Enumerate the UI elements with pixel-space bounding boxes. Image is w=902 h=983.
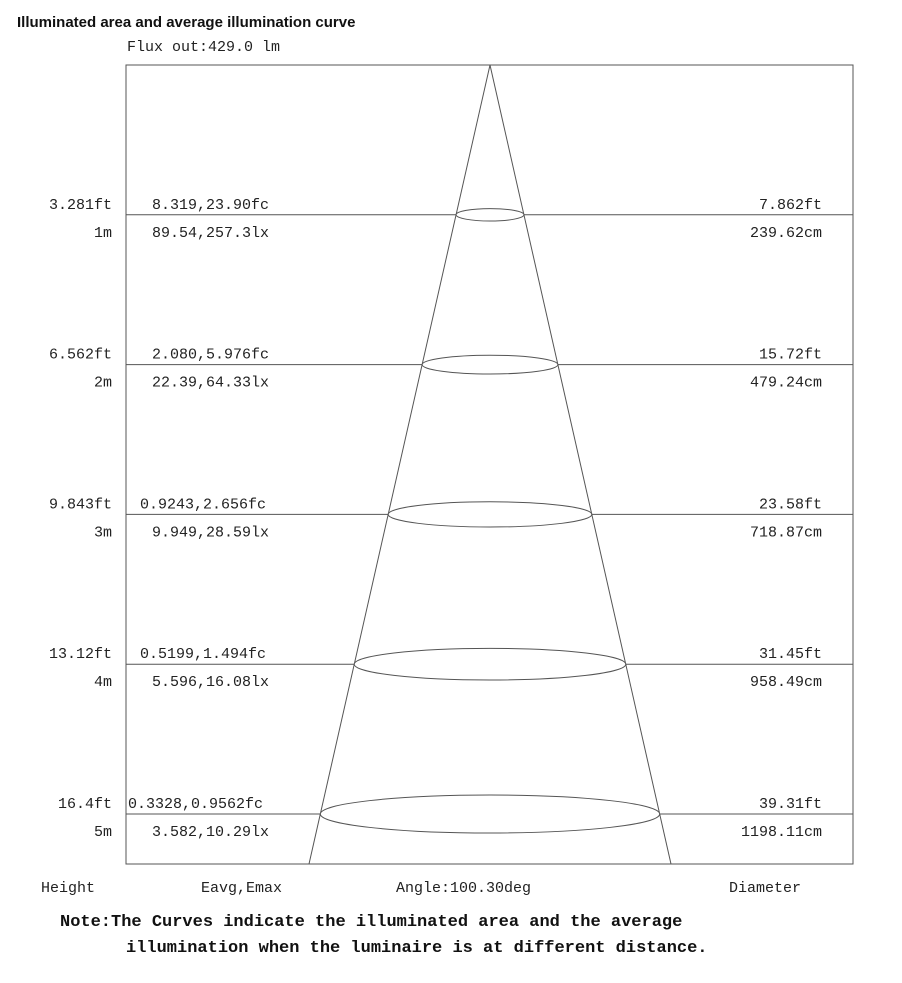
eavg-emax-fc-label: 0.9243,2.656fc xyxy=(140,496,267,514)
eavg-emax-column-label: Eavg,Emax xyxy=(201,880,283,897)
level-row xyxy=(49,347,853,392)
illuminated-area-ellipse xyxy=(320,795,659,833)
eavg-emax-lx-label: 5.596,16.08lx xyxy=(152,674,270,692)
note-line-2: illumination when the luminaire is at different distance. xyxy=(126,939,708,958)
cone-right-edge xyxy=(490,65,671,864)
level-row xyxy=(49,496,853,541)
cone-left-edge xyxy=(309,65,490,864)
height-m-label: 4m xyxy=(93,674,112,692)
eavg-emax-fc-label: 2.080,5.976fc xyxy=(152,346,270,364)
distance-levels xyxy=(49,197,853,841)
diameter-cm-label: 718.87cm xyxy=(749,524,822,542)
illuminated-area-ellipse xyxy=(354,648,625,680)
height-m-label: 3m xyxy=(93,524,112,542)
flux-label: Flux out:429.0 lm xyxy=(127,39,281,56)
chart-frame xyxy=(126,65,853,864)
diameter-ft-label: 39.31ft xyxy=(758,796,822,813)
eavg-emax-lx-label: 22.39,64.33lx xyxy=(152,374,270,392)
note-line-1: Note:The Curves indicate the illuminated area and the average xyxy=(60,913,683,932)
diameter-ft-label: 7.862ft xyxy=(758,196,822,214)
diameter-cm-label: 479.24cm xyxy=(749,374,822,392)
height-ft-label: 16.4ft xyxy=(57,796,112,813)
diameter-ft-label: 15.72ft xyxy=(758,346,822,364)
diameter-cm-label: 1198.11cm xyxy=(740,824,822,841)
height-m-label: 2m xyxy=(93,374,112,392)
diameter-ft-label: 31.45ft xyxy=(758,646,822,664)
frame-border xyxy=(126,65,853,864)
height-m-label: 5m xyxy=(93,824,112,841)
height-ft-label: 9.843ft xyxy=(48,496,112,514)
height-ft-label: 3.281ft xyxy=(48,196,112,214)
diameter-cm-label: 239.62cm xyxy=(749,224,822,242)
level-row xyxy=(49,646,853,691)
eavg-emax-lx-label: 89.54,257.3lx xyxy=(152,224,270,242)
eavg-emax-fc-label: 8.319,23.90fc xyxy=(152,196,270,214)
beam-cone xyxy=(309,65,671,864)
diameter-cm-label: 958.49cm xyxy=(749,674,822,692)
height-ft-label: 13.12ft xyxy=(48,646,112,664)
illuminated-area-ellipse xyxy=(388,502,592,527)
eavg-emax-lx-label: 9.949,28.59lx xyxy=(152,524,270,542)
illuminated-area-ellipse xyxy=(456,209,524,221)
angle-label: Angle:100.30deg xyxy=(396,880,532,897)
diameter-ft-label: 23.58ft xyxy=(758,496,822,514)
eavg-emax-fc-label: 0.3328,0.9562fc xyxy=(128,796,264,813)
eavg-emax-fc-label: 0.5199,1.494fc xyxy=(140,646,267,664)
chart-title: Illuminated area and average illumination curve xyxy=(17,14,356,31)
eavg-emax-lx-label: 3.582,10.29lx xyxy=(152,824,270,841)
level-row xyxy=(58,795,853,841)
height-column-label: Height xyxy=(41,880,96,897)
diameter-column-label: Diameter xyxy=(729,880,802,897)
illuminated-area-ellipse xyxy=(422,355,558,374)
height-m-label: 1m xyxy=(93,224,112,242)
height-ft-label: 6.562ft xyxy=(48,346,112,364)
